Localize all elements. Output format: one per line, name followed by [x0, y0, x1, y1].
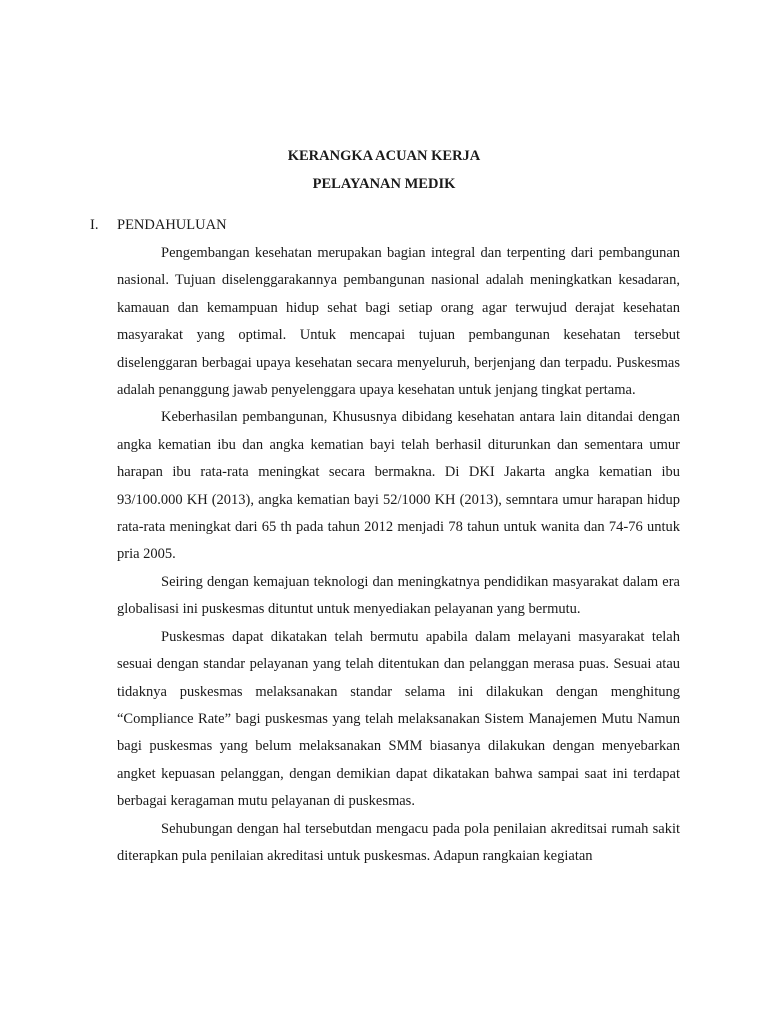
paragraph: Sehubungan dengan hal tersebutdan mengacu pada pola penilaian akreditsai rumah sakit diterapkan pula penilaian akreditasi untuk puskesmas. Adapun rangkaian kegiatan [117, 820, 680, 864]
document-subtitle: PELAYANAN MEDIK [312, 176, 456, 192]
section-number: I. [90, 217, 99, 233]
paragraph: Pengembangan kesehatan merupakan bagian integral dan terpenting dari pembangunan nasional. Tujuan diselenggarakannya pembangunan nasional adalah meningkatkan kesadaran, kamauan dan kemampuan hidup sehat bagi setiap orang agar terwujud derajat kesehatan masyarakat yang optimal. Untuk mencapai tujuan pembangunan kesehatan tersebut diselenggaran berbagai upaya kesehatan secara menyeluruh, berjenjang dan terpadu. Puskesmas adalah penanggung jawab penyelenggara upaya kesehatan untuk jenjang tingkat pertama. [117, 245, 680, 399]
paragraph: Keberhasilan pembangunan, Khususnya dibidang kesehatan antara lain ditandai dengan angka kematian ibu dan angka kematian bayi telah berhasil diturunkan dan sementara umur harapan ibu rata-rata meningkat secara bermakna. Di DKI Jakarta angka kematian ibu 93/100.000 KH (2013), angka kematian bayi 52/1000 KH (2013), semntara umur harapan hidup rata-rata meningkat dari 65 th pada tahun 2012 menjadi 78 tahun untuk wanita dan 74-76 untuk pria 2005. [117, 409, 680, 563]
paragraph: Seiring dengan kemajuan teknologi dan meningkatnya pendidikan masyarakat dalam era globalisasi ini puskesmas dituntut untuk menyediakan pelayanan yang bermutu. [117, 573, 680, 618]
document-title: KERANGKA ACUAN KERJA [287, 148, 481, 164]
paragraph: Puskesmas dapat dikatakan telah bermutu apabila dalam melayani masyarakat telah sesuai dengan standar pelayanan yang telah ditentukan dan pelanggan merasa puas. Sesuai atau tidaknya puskesmas melaksanakan standar selama ini dilakukan dengan menghitung “Compliance Rate” bagi puskesmas yang telah melaksanakan Sistem Manajemen Mutu Namun bagi puskesmas yang belum melaksanakan SMM biasanya dilakukan dengan menyebarkan angket kepuasan pelanggan, dengan demikian dapat dikatakan bahwa sampai saat ini terdapat berbagai keragaman mutu pelayanan di puskesmas. [117, 628, 680, 810]
section-body [117, 240, 680, 870]
section-heading: PENDAHULUAN [117, 217, 227, 233]
